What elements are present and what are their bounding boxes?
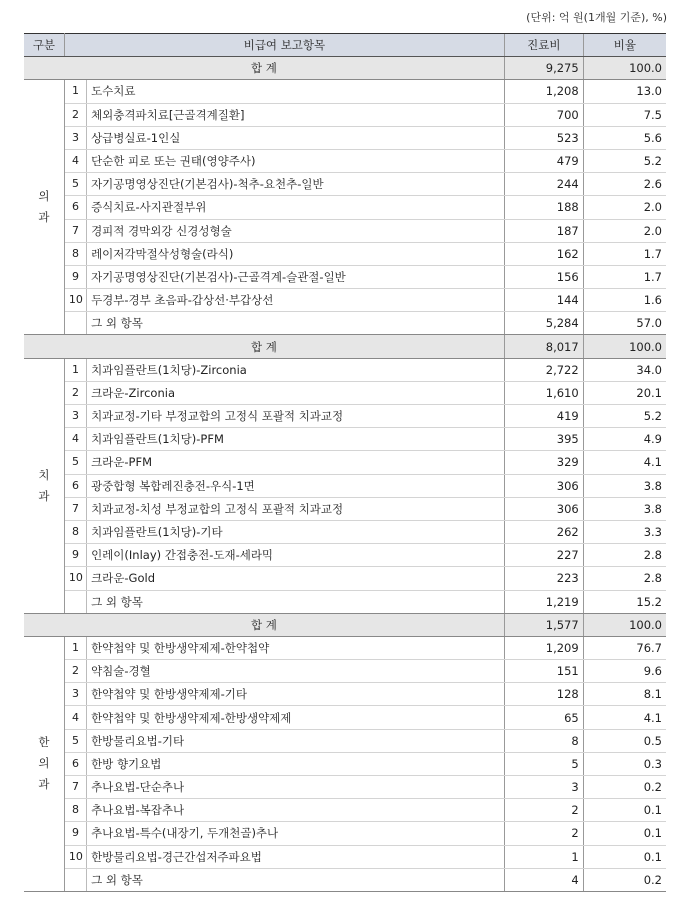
- item-number: 2: [64, 660, 86, 683]
- category-cell: [24, 80, 64, 335]
- item-name: 한방물리요법-경근간섭저주파요법: [87, 845, 505, 868]
- item-number: 3: [64, 683, 86, 706]
- item-name: 광중합형 복합레진충전-우식-1면: [87, 474, 505, 497]
- item-cost: 227: [504, 544, 583, 567]
- header-cost: 진료비: [504, 34, 583, 57]
- item-ratio: 13.0: [583, 80, 666, 103]
- item-ratio: 5.6: [583, 126, 666, 149]
- item-cost: 1,209: [504, 636, 583, 659]
- item-name: 추나요법-단순추나: [87, 776, 505, 799]
- table-row: [24, 242, 666, 265]
- item-ratio: 20.1: [583, 381, 666, 404]
- table-row: [24, 428, 666, 451]
- table-row: [24, 265, 666, 288]
- item-number: 6: [64, 752, 86, 775]
- item-number-empty: [64, 312, 86, 335]
- table-row: [24, 752, 666, 775]
- table-row: [24, 706, 666, 729]
- item-cost: 8: [504, 729, 583, 752]
- item-number: 6: [64, 196, 86, 219]
- table-row: [24, 451, 666, 474]
- item-number: 7: [64, 776, 86, 799]
- table-body: [24, 57, 666, 892]
- item-name: 한약첩약 및 한방생약제제-한약첩약: [87, 636, 505, 659]
- category-char: 과: [38, 488, 50, 503]
- item-cost: 188: [504, 196, 583, 219]
- item-name: 자기공명영상진단(기본검사)-척추-요천추-일반: [87, 173, 505, 196]
- total-label: 합 계: [24, 335, 504, 358]
- section-total-row: [24, 613, 666, 636]
- table-row: [24, 822, 666, 845]
- item-name: 레이저각막절삭성형술(라식): [87, 242, 505, 265]
- item-ratio: 1.7: [583, 265, 666, 288]
- item-number-empty: [64, 590, 86, 613]
- table-row: [24, 126, 666, 149]
- item-name: 증식치료-사지관절부위: [87, 196, 505, 219]
- table-row: [24, 474, 666, 497]
- category-char: 과: [38, 210, 50, 225]
- item-ratio: 8.1: [583, 683, 666, 706]
- item-ratio: 0.2: [583, 776, 666, 799]
- other-items-cost: 4: [504, 868, 583, 891]
- item-ratio: 1.6: [583, 289, 666, 312]
- item-number: 7: [64, 497, 86, 520]
- total-ratio: 100.0: [583, 57, 666, 80]
- item-cost: 1: [504, 845, 583, 868]
- item-number: 10: [64, 567, 86, 590]
- item-cost: 1,208: [504, 80, 583, 103]
- item-ratio: 0.1: [583, 822, 666, 845]
- item-ratio: 1.7: [583, 242, 666, 265]
- item-number: 10: [64, 289, 86, 312]
- table-row: [24, 544, 666, 567]
- section-total-row: [24, 335, 666, 358]
- item-number: 9: [64, 544, 86, 567]
- header-row: [24, 34, 666, 57]
- table-row: [24, 497, 666, 520]
- total-cost: 9,275: [504, 57, 583, 80]
- other-items-row: [24, 590, 666, 613]
- item-cost: 1,610: [504, 381, 583, 404]
- item-cost: 329: [504, 451, 583, 474]
- item-number: 8: [64, 520, 86, 543]
- header-ratio: 비율: [583, 34, 666, 57]
- table-row: [24, 196, 666, 219]
- item-number-empty: [64, 868, 86, 891]
- item-cost: 156: [504, 265, 583, 288]
- item-number: 6: [64, 474, 86, 497]
- item-ratio: 2.8: [583, 544, 666, 567]
- table-row: [24, 103, 666, 126]
- other-items-label: 그 외 항목: [87, 590, 505, 613]
- item-cost: 306: [504, 497, 583, 520]
- item-name: 약침술-경혈: [87, 660, 505, 683]
- category-char: 치: [38, 467, 50, 482]
- total-cost: 1,577: [504, 613, 583, 636]
- non-covered-report-table: [24, 33, 666, 892]
- other-items-row: [24, 312, 666, 335]
- item-ratio: 2.0: [583, 196, 666, 219]
- total-ratio: 100.0: [583, 335, 666, 358]
- item-cost: 395: [504, 428, 583, 451]
- table-row: [24, 520, 666, 543]
- item-name: 인레이(Inlay) 간접충전-도재-세라믹: [87, 544, 505, 567]
- total-label: 합 계: [24, 57, 504, 80]
- item-ratio: 0.5: [583, 729, 666, 752]
- item-number: 9: [64, 822, 86, 845]
- item-ratio: 76.7: [583, 636, 666, 659]
- item-number: 5: [64, 451, 86, 474]
- item-cost: 262: [504, 520, 583, 543]
- item-cost: 244: [504, 173, 583, 196]
- other-items-cost: 1,219: [504, 590, 583, 613]
- table-row: [24, 405, 666, 428]
- other-items-cost: 5,284: [504, 312, 583, 335]
- item-ratio: 7.5: [583, 103, 666, 126]
- item-number: 4: [64, 428, 86, 451]
- header-item: 비급여 보고항목: [64, 34, 504, 57]
- item-name: 치과교정-기타 부정교합의 고정식 포괄적 치과교정: [87, 405, 505, 428]
- item-cost: 2,722: [504, 358, 583, 381]
- table-row: [24, 799, 666, 822]
- item-number: 1: [64, 358, 86, 381]
- item-ratio: 5.2: [583, 149, 666, 172]
- item-number: 2: [64, 381, 86, 404]
- category-char: 의: [38, 189, 50, 204]
- item-name: 추나요법-복잡추나: [87, 799, 505, 822]
- other-items-label: 그 외 항목: [87, 312, 505, 335]
- table-row: [24, 219, 666, 242]
- item-ratio: 2.8: [583, 567, 666, 590]
- other-items-ratio: 15.2: [583, 590, 666, 613]
- item-number: 7: [64, 219, 86, 242]
- item-name: 두경부-경부 초음파-갑상선·부갑상선: [87, 289, 505, 312]
- item-ratio: 0.1: [583, 845, 666, 868]
- category-char: 과: [38, 777, 50, 792]
- item-name: 상급병실료-1인실: [87, 126, 505, 149]
- item-number: 2: [64, 103, 86, 126]
- item-name: 크라운-Zirconia: [87, 381, 505, 404]
- item-name: 치과임플란트(1치당)-Zirconia: [87, 358, 505, 381]
- item-cost: 5: [504, 752, 583, 775]
- item-number: 8: [64, 242, 86, 265]
- item-name: 치과임플란트(1치당)-기타: [87, 520, 505, 543]
- total-ratio: 100.0: [583, 613, 666, 636]
- item-number: 4: [64, 706, 86, 729]
- table-row: [24, 149, 666, 172]
- item-name: 한약첩약 및 한방생약제제-기타: [87, 683, 505, 706]
- item-cost: 2: [504, 799, 583, 822]
- other-items-label: 그 외 항목: [87, 868, 505, 891]
- other-items-ratio: 57.0: [583, 312, 666, 335]
- item-number: 1: [64, 80, 86, 103]
- item-name: 한방물리요법-기타: [87, 729, 505, 752]
- other-items-row: [24, 868, 666, 891]
- item-ratio: 4.1: [583, 451, 666, 474]
- item-number: 9: [64, 265, 86, 288]
- item-number: 10: [64, 845, 86, 868]
- unit-note: (단위: 억 원(1개월 기준), %): [526, 11, 667, 24]
- item-name: 단순한 피로 또는 권태(영양주사): [87, 149, 505, 172]
- item-cost: 128: [504, 683, 583, 706]
- item-cost: 2: [504, 822, 583, 845]
- category-cell: [24, 358, 64, 613]
- item-cost: 151: [504, 660, 583, 683]
- item-ratio: 5.2: [583, 405, 666, 428]
- item-ratio: 3.8: [583, 497, 666, 520]
- item-name: 한방 향기요법: [87, 752, 505, 775]
- item-name: 치과교정-치성 부정교합의 고정식 포괄적 치과교정: [87, 497, 505, 520]
- item-name: 경피적 경막외강 신경성형술: [87, 219, 505, 242]
- item-ratio: 3.8: [583, 474, 666, 497]
- category-char: 의: [38, 756, 50, 771]
- item-name: 한약첩약 및 한방생약제제-한방생약제제: [87, 706, 505, 729]
- table-row: [24, 729, 666, 752]
- item-number: 8: [64, 799, 86, 822]
- total-cost: 8,017: [504, 335, 583, 358]
- item-ratio: 9.6: [583, 660, 666, 683]
- item-name: 치과임플란트(1치당)-PFM: [87, 428, 505, 451]
- table-row: [24, 845, 666, 868]
- total-label: 합 계: [24, 613, 504, 636]
- item-name: 자기공명영상진단(기본검사)-근골격계-슬관절-일반: [87, 265, 505, 288]
- table-row: [24, 381, 666, 404]
- header-category: 구분: [24, 34, 64, 57]
- item-cost: 144: [504, 289, 583, 312]
- table-row: [24, 636, 666, 659]
- item-name: 도수치료: [87, 80, 505, 103]
- item-ratio: 3.3: [583, 520, 666, 543]
- table-row: [24, 660, 666, 683]
- item-cost: 419: [504, 405, 583, 428]
- item-number: 5: [64, 173, 86, 196]
- item-cost: 306: [504, 474, 583, 497]
- item-cost: 3: [504, 776, 583, 799]
- item-cost: 223: [504, 567, 583, 590]
- item-ratio: 0.1: [583, 799, 666, 822]
- item-number: 5: [64, 729, 86, 752]
- item-cost: 700: [504, 103, 583, 126]
- category-char: 한: [38, 735, 50, 750]
- category-cell: [24, 636, 64, 891]
- other-items-ratio: 0.2: [583, 868, 666, 891]
- item-ratio: 4.9: [583, 428, 666, 451]
- table-row: [24, 80, 666, 103]
- item-name: 크라운-Gold: [87, 567, 505, 590]
- table-row: [24, 683, 666, 706]
- item-name: 체외충격파치료[근골격계질환]: [87, 103, 505, 126]
- table-row: [24, 776, 666, 799]
- item-name: 크라운-PFM: [87, 451, 505, 474]
- table-row: [24, 289, 666, 312]
- item-ratio: 2.0: [583, 219, 666, 242]
- table-row: [24, 358, 666, 381]
- item-number: 3: [64, 405, 86, 428]
- item-cost: 187: [504, 219, 583, 242]
- item-number: 4: [64, 149, 86, 172]
- item-number: 3: [64, 126, 86, 149]
- item-cost: 162: [504, 242, 583, 265]
- table-row: [24, 173, 666, 196]
- item-cost: 479: [504, 149, 583, 172]
- item-name: 추나요법-특수(내장기, 두개천골)추나: [87, 822, 505, 845]
- item-cost: 523: [504, 126, 583, 149]
- section-total-row: [24, 57, 666, 80]
- item-cost: 65: [504, 706, 583, 729]
- item-number: 1: [64, 636, 86, 659]
- item-ratio: 34.0: [583, 358, 666, 381]
- item-ratio: 4.1: [583, 706, 666, 729]
- item-ratio: 0.3: [583, 752, 666, 775]
- table-row: [24, 567, 666, 590]
- item-ratio: 2.6: [583, 173, 666, 196]
